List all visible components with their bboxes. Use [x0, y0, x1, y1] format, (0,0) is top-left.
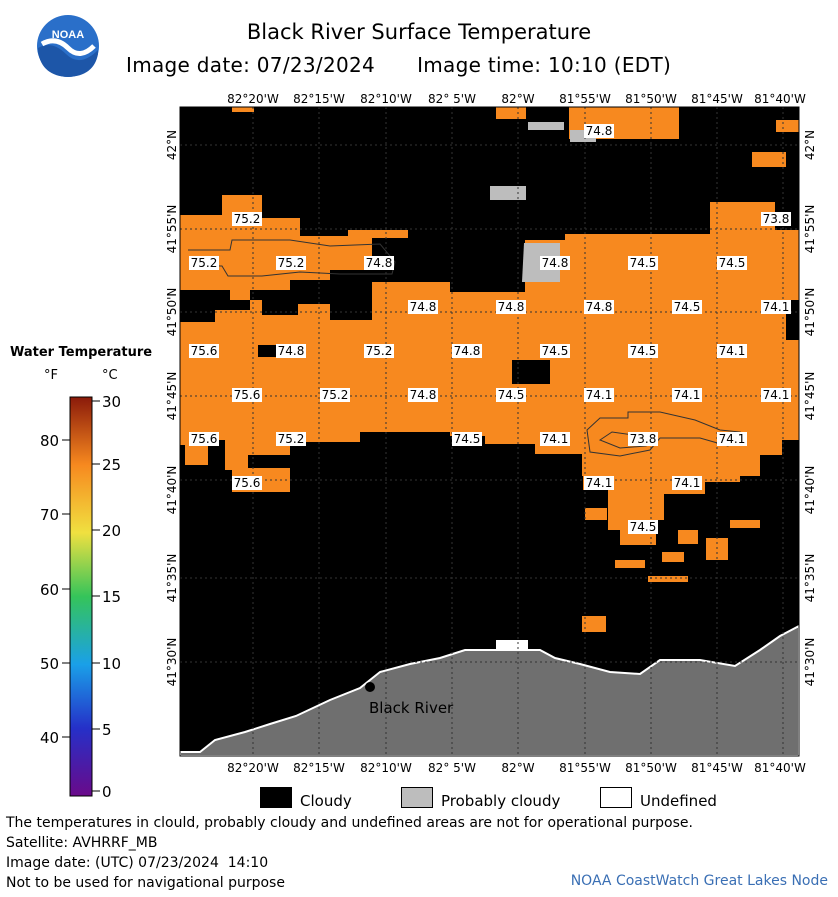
- temperature-label: 74.1: [585, 476, 613, 490]
- lon-label: 82° 5'W: [428, 92, 476, 106]
- image-time: Image time: 10:10 (EDT): [417, 53, 672, 77]
- lat-label: 41°50'N: [803, 287, 817, 337]
- temperature-label: 74.8: [585, 124, 613, 138]
- temperature-label: 74.1: [718, 344, 746, 358]
- lat-label: 42°N: [803, 129, 817, 161]
- lat-label: 41°55'N: [165, 204, 179, 254]
- lon-label: 81°40'W: [754, 761, 806, 775]
- temperature-label: 74.1: [718, 432, 746, 446]
- temperature-label: 74.1: [541, 432, 569, 446]
- key-label-cloudy: Cloudy: [300, 792, 352, 810]
- temperature-label: 75.6: [190, 432, 218, 446]
- place-label-black-river: Black River: [369, 699, 454, 717]
- legend-title: Water Temperature: [10, 345, 153, 360]
- lon-label: 82°20'W: [227, 761, 279, 775]
- lat-label: 42°N: [165, 129, 179, 161]
- temperature-label: 74.1: [762, 300, 790, 314]
- c-tick: 25: [102, 456, 122, 474]
- lon-label: 81°50'W: [625, 92, 677, 106]
- unit-fahrenheit: °F: [44, 368, 58, 383]
- temperature-label: 74.8: [453, 344, 481, 358]
- lat-label: 41°40'N: [803, 465, 817, 515]
- temperature-label: 75.2: [277, 256, 305, 270]
- temperature-label: 74.5: [497, 388, 525, 402]
- temperature-label: 74.1: [762, 388, 790, 402]
- lon-label: 82° 5'W: [428, 761, 476, 775]
- temperature-label: 74.8: [277, 344, 305, 358]
- credit-link[interactable]: NOAA CoastWatch Great Lakes Node: [570, 873, 828, 889]
- lat-label: 41°50'N: [165, 287, 179, 337]
- unit-celsius: °C: [102, 368, 118, 383]
- temperature-label: 74.5: [673, 300, 701, 314]
- temperature-label: 74.5: [541, 344, 569, 358]
- lon-label: 81°45'W: [691, 761, 743, 775]
- lon-label: 81°40'W: [754, 92, 806, 106]
- black-river-mouth-dot: [365, 682, 375, 692]
- lon-label: 81°50'W: [625, 761, 677, 775]
- temperature-label: 75.2: [190, 256, 218, 270]
- c-tick: 15: [102, 588, 122, 606]
- temperature-label: 73.8: [762, 212, 790, 226]
- key-label-undefined: Undefined: [640, 792, 717, 810]
- lon-label: 82°10'W: [360, 761, 412, 775]
- c-tick: 10: [102, 655, 122, 673]
- f-tick: 60: [40, 581, 60, 599]
- temperature-label: 75.2: [233, 212, 261, 226]
- temperature-label: 75.6: [233, 388, 261, 402]
- temperature-label: 74.5: [629, 520, 657, 534]
- key-swatch-undefined: [600, 787, 632, 808]
- temperature-label: 73.8: [629, 432, 657, 446]
- temperature-label: 74.1: [585, 388, 613, 402]
- temperature-label: 74.1: [673, 476, 701, 490]
- temperature-label: 75.2: [365, 344, 393, 358]
- temperature-label: 74.8: [585, 300, 613, 314]
- lon-label: 82°W: [501, 761, 535, 775]
- lat-label: 41°35'N: [165, 553, 179, 603]
- c-tick: 30: [102, 393, 122, 411]
- key-swatch-probably-cloudy: [401, 787, 433, 808]
- footer-satellite: Satellite: AVHRRF_MB: [6, 835, 158, 851]
- lon-label: 81°45'W: [691, 92, 743, 106]
- f-tick: 50: [40, 655, 60, 673]
- temperature-label: 74.5: [629, 344, 657, 358]
- temperature-label: 75.2: [321, 388, 349, 402]
- lon-label: 82°15'W: [293, 761, 345, 775]
- footer-utc-date: Image date: (UTC) 07/23/2024 14:10: [6, 855, 269, 871]
- temperature-label: 74.8: [409, 300, 437, 314]
- lon-label: 81°55'W: [559, 761, 611, 775]
- temperature-label: 74.8: [409, 388, 437, 402]
- lon-label: 81°55'W: [559, 92, 611, 106]
- temperature-label: 75.2: [277, 432, 305, 446]
- footer-disclaimer: The temperatures in clould, probably cloudy and undefined areas are not for operational purpose.: [6, 815, 693, 831]
- lon-label: 82°20'W: [227, 92, 279, 106]
- lat-label: 41°45'N: [165, 371, 179, 421]
- temperature-label: 75.6: [190, 344, 218, 358]
- logo-text: NOAA: [51, 29, 85, 41]
- lon-label: 82°W: [501, 92, 535, 106]
- temperature-label: 74.5: [718, 256, 746, 270]
- temperature-label: 74.5: [629, 256, 657, 270]
- lon-label: 82°15'W: [293, 92, 345, 106]
- f-tick: 70: [40, 506, 60, 524]
- image-date: Image date: 07/23/2024: [126, 53, 376, 77]
- lat-label: 41°30'N: [165, 637, 179, 687]
- lat-label: 41°40'N: [165, 465, 179, 515]
- lat-label: 41°30'N: [803, 637, 817, 687]
- temperature-label: 74.8: [497, 300, 525, 314]
- key-swatch-cloudy: [260, 787, 292, 808]
- temperature-label: 75.6: [233, 476, 261, 490]
- temperature-label: 74.1: [673, 388, 701, 402]
- c-tick: 0: [102, 783, 112, 801]
- temperature-label: 74.8: [541, 256, 569, 270]
- temperature-label: 74.5: [453, 432, 481, 446]
- c-tick: 5: [102, 721, 112, 739]
- lon-label: 82°10'W: [360, 92, 412, 106]
- c-tick: 20: [102, 522, 122, 540]
- key-label-probably-cloudy: Probably cloudy: [441, 792, 561, 810]
- page-title: Black River Surface Temperature: [246, 20, 592, 44]
- f-tick: 40: [40, 729, 60, 747]
- lat-label: 41°35'N: [803, 553, 817, 603]
- footer-nav-warning: Not to be used for navigational purpose: [6, 875, 285, 891]
- lat-label: 41°55'N: [803, 204, 817, 254]
- lat-label: 41°45'N: [803, 371, 817, 421]
- f-tick: 80: [40, 432, 60, 450]
- temperature-label: 74.8: [365, 256, 393, 270]
